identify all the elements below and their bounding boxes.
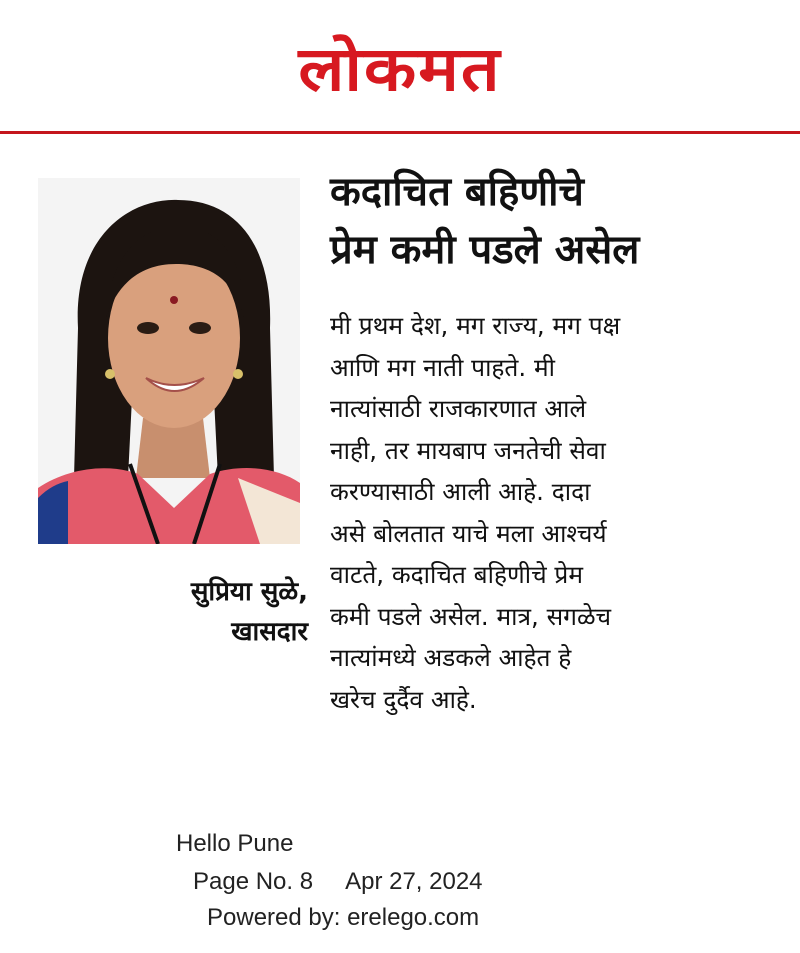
- powered-by: Powered by: erelego.com: [207, 904, 480, 931]
- portrait-photo: [38, 178, 300, 544]
- page-date-line: [193, 866, 483, 898]
- masthead-rule: [0, 131, 800, 134]
- body-line: खरेच दुर्दैव आहे.: [330, 684, 477, 714]
- body-line: असे बोलतात याचे मला आश्चर्य: [330, 518, 607, 548]
- headline-line: कदाचित बहिणीचे: [330, 169, 584, 215]
- caption-name: सुप्रिया सुळे,: [190, 577, 308, 607]
- edition-name: Hello Pune: [176, 830, 294, 857]
- body-line: नात्यांमध्ये अडकले आहेत हे: [330, 643, 572, 672]
- masthead: [0, 0, 800, 133]
- body-line: आणि मग नाती पाहते. मी: [330, 352, 555, 382]
- body-line: करण्यासाठी आली आहे. दादा: [330, 477, 591, 506]
- body-line: नाही, तर मायबाप जनतेची सेवा: [330, 435, 606, 465]
- portrait-icon: [38, 178, 300, 544]
- caption-designation: खासदार: [231, 617, 308, 647]
- headline: [330, 163, 790, 279]
- headline-line: प्रेम कमी पडले असेल: [330, 227, 640, 273]
- page-number: Page No. 8: [193, 868, 314, 895]
- body-line: कमी पडले असेल. मात्र, सगळेच: [330, 601, 612, 631]
- publication-date: Apr 27, 2024: [345, 868, 483, 895]
- body-line: मी प्रथम देश, मग राज्य, मग पक्ष: [330, 311, 621, 340]
- lokmat-logo: लोकमत: [298, 34, 502, 106]
- photo-caption: [110, 572, 308, 652]
- body-line: नात्यांसाठी राजकारणात आले: [330, 394, 587, 423]
- article-body: [330, 305, 790, 720]
- body-line: वाटते, कदाचित बहिणीचे प्रेम: [330, 560, 584, 589]
